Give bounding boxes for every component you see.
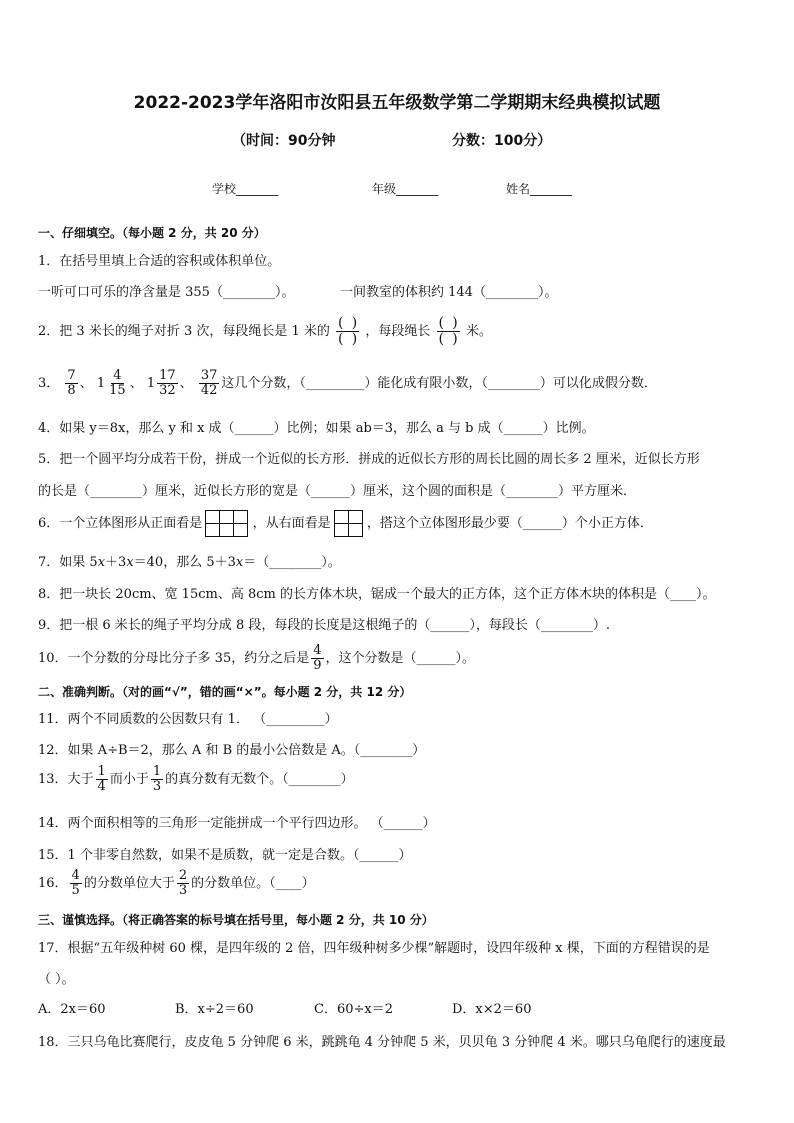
question-18: 18．三只乌龟比赛爬行，皮皮龟 5 分钟爬 6 米，跳跳龟 4 分钟爬 5 米，贝贝龟 3 分钟爬 4 米。哪只乌龟爬行的速度最 (38, 1035, 726, 1050)
fraction-17-32: $\frac{17}{32}$ (159, 368, 176, 398)
question-5-line-2: 的长是（________）厘米，近似长方形的宽是（______）厘米，这个圆的面积是（________）平方厘米． (38, 484, 637, 499)
fraction-2-3: $\frac{2}{3}$ (178, 868, 188, 898)
option-d: D．x×2＝60 (452, 1002, 532, 1017)
mixed-whole-1: 1 (96, 376, 106, 391)
section-heading-1: 一、仔细填空。（每小题 2 分，共 20 分） (38, 226, 266, 240)
school-field: 学校_______ (212, 182, 279, 196)
question-1: 1．在括号里填上合适的容积或体积单位。 (38, 254, 281, 269)
option-b: B．x÷2＝60 (175, 1002, 254, 1017)
question-6-text-c: ，搭这个立体图形最少要（______）个小正方体． (366, 516, 653, 531)
exam-time: （时间：90分钟 (232, 133, 336, 149)
section-heading-2: 二、准确判断。（对的画“√”，错的画“×”。每小题 2 分，共 12 分） (38, 685, 412, 699)
question-14: 14．两个面积相等的三角形一定能拼成一个平行四边形。 （______） (38, 816, 436, 831)
name-field: 姓名_______ (506, 182, 573, 196)
question-2 (38, 316, 492, 347)
question-7: 7．如果 5x＋3x＝40，那么 5＋3x＝（________）。 (38, 555, 341, 570)
question-1-part-b: 一间教室的体积约 144（________）。 (340, 285, 558, 300)
question-1-part-a: 一听可口可乐的净含量是 355（________）。 (38, 285, 295, 300)
fraction-4-15: $\frac{4}{15}$ (109, 368, 126, 398)
question-6-text-b: ，从右面看是 (252, 516, 331, 531)
question-10: 10．一个分数的分母比分子多 35，约分之后是 $\frac{4}{9}$ ，这个分数是（______）。 (38, 643, 476, 673)
fraction-37-42: $\frac{37}{42}$ (200, 368, 218, 398)
exam-score: 分数：100分） (452, 133, 552, 149)
question-4: 4．如果 y＝8x，那么 y 和 x 成（______）比例；如果 ab＝3，那么 a 与 b 成（______）比例。 (38, 421, 595, 436)
fraction-4-5: $\frac{4}{5}$ (71, 868, 80, 898)
fraction-4-9: $\frac{4}{9}$ (313, 643, 322, 673)
question-11: 11．两个不同质数的公因数只有 1． （_________） (38, 712, 338, 727)
question-3 (38, 369, 657, 398)
question-6 (38, 510, 653, 537)
question-2-blank-fraction-2: $\frac{( )}{( )}$ (438, 315, 458, 347)
front-view-figure (206, 510, 248, 537)
fraction-7-8: $\frac{7}{8}$ (67, 368, 76, 398)
question-12: 12．如果 A÷B＝2，那么 A 和 B 的最小公倍数是 A。（________） (38, 743, 426, 758)
question-2-text-c: 米。 (465, 324, 492, 339)
separator: 、 (129, 376, 143, 391)
separator: 、 (79, 376, 93, 391)
option-a: A．2x＝60 (38, 1002, 106, 1017)
question-3-lead: 3． (38, 376, 60, 391)
question-3-tail: 这几个分数，（_________）能化成有限小数，（________）可以化成假分数． (221, 376, 657, 391)
question-15: 15．1 个非零自然数，如果不是质数，就一定是合数。（______） (38, 848, 412, 863)
fraction-1-4: $\frac{1}{4}$ (97, 764, 106, 794)
question-8: 8．把一块长 20cm、宽 15cm、高 8cm 的长方体木块，锯成一个最大的正方体，这个正方体木块的体积是（____）。 (38, 587, 716, 602)
grade-field: 年级_______ (372, 182, 439, 196)
question-17-line-1: 17．根据“五年级种树 60 棵，是四年级的 2 倍，四年级种树多少棵”解题时，设四年级种 x 棵，下面的方程错误的是 (38, 941, 710, 956)
question-6-text-a: 6．一个立体图形从正面看是 (38, 516, 203, 531)
fraction-1-3: $\frac{1}{3}$ (152, 764, 162, 794)
question-13: 13．大于 $\frac{1}{4}$ 而小于 $\frac{1}{3}$ 的真分数有无数个。（________） (38, 764, 354, 794)
question-9: 9．把一根 6 米长的绳子平均分成 8 段，每段的长度是这根绳子的（______），每段长（________）. (38, 618, 610, 633)
question-2-blank-fraction-1: $\frac{( )}{( )}$ (338, 315, 358, 347)
section-heading-3: 三、谨慎选择。（将正确答案的标号填在括号里，每小题 2 分，共 10 分） (38, 913, 434, 927)
right-view-figure (335, 510, 363, 537)
question-5-line-1: 5．把一个圆平均分成若干份，拼成一个近似的长方形．拼成的近似长方形的周长比圆的周长多 2 厘米，近似长方形 (38, 452, 700, 467)
separator: 、 (179, 376, 193, 391)
mixed-whole-2: 1 (146, 376, 156, 391)
question-16: 16． $\frac{4}{5}$ 的分数单位大于 $\frac{2}{3}$ 的分数单位。（____） (38, 868, 315, 898)
option-c: C．60÷x＝2 (314, 1002, 393, 1017)
page-title: 2022-2023学年洛阳市汝阳县五年级数学第二学期期末经典模拟试题 (133, 93, 661, 113)
question-2-text-b: ，每段绳长 (365, 324, 431, 339)
question-2-text-a: 2．把 3 米长的绳子对折 3 次，每段绳长是 1 米的 (38, 324, 330, 339)
question-17-line-2: （ ）。 (38, 972, 75, 987)
